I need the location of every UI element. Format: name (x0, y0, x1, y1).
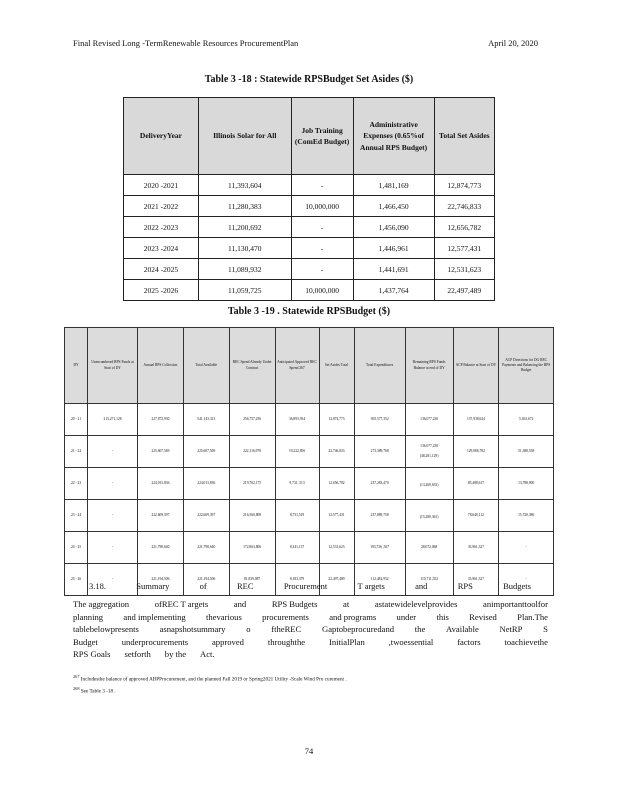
table-row (124, 196, 495, 217)
table-cell: 11,393,604 (198, 175, 291, 196)
paragraph-line (73, 623, 548, 636)
table-cell (354, 500, 405, 532)
cell-value: - (525, 544, 527, 549)
table-cell (137, 468, 183, 500)
table-cell (453, 468, 499, 500)
cell-value: 22,497,489 (328, 576, 345, 581)
col-header: Unencumbered RPS Funds at Start of DY (88, 328, 138, 404)
table-cell: 12,656,782 (434, 217, 494, 238)
cell-value: 22,746,833 (328, 448, 345, 453)
cell-value: 78,640,112 (467, 512, 484, 517)
cell-value: 12,577,431 (328, 512, 345, 517)
table-cell (405, 468, 453, 500)
cell-value: 541,143,313 (197, 416, 216, 421)
table-cell (499, 404, 554, 436)
table-cell (499, 532, 554, 564)
paragraph-word: Available (446, 624, 479, 635)
table-cell (275, 500, 319, 532)
paragraph-word: RPS Goals (73, 649, 111, 660)
dy-cell: 22 - 23 (65, 468, 88, 500)
paragraph-word: this (436, 611, 449, 622)
table-cell (183, 500, 229, 532)
cell-value: 224,013,836 (197, 480, 216, 485)
table-cell (319, 404, 354, 436)
paragraph-word: Act. (200, 649, 215, 660)
cell-value: 8,341,137 (289, 544, 305, 549)
cell-value: 9,731, 513 (289, 480, 305, 485)
dy-cell: 25 - 26 (65, 564, 88, 596)
paragraph-word: The aggregation (73, 599, 130, 609)
paragraph-word: astatewidelevelprovides (374, 599, 458, 609)
cell-value: 221,194,506 (197, 576, 216, 581)
paragraph-word: underprocurements (121, 636, 189, 647)
cell-value: 225,607,569 (151, 448, 170, 453)
heading-word: REC (237, 581, 254, 591)
table-cell (137, 500, 183, 532)
table-cell: - (291, 217, 353, 238)
table19-title: Table 3 -19 . Statewide RPSBudget ($) (227, 306, 391, 317)
paragraph-word: o (246, 624, 251, 635)
cell-value: 137,938,624 (466, 416, 485, 421)
table-cell (229, 532, 275, 564)
table-cell (229, 404, 275, 436)
paragraph-word: and implementing (123, 611, 186, 622)
table-cell: 11,059,725 (198, 280, 291, 301)
paragraph-word: Budget (73, 636, 98, 647)
table-row (124, 217, 495, 238)
table-row (65, 436, 554, 468)
table-cell: 10,000,000 (291, 196, 353, 217)
col-header: DY (65, 328, 88, 404)
table-cell (319, 436, 354, 468)
footnote (73, 674, 347, 683)
cell-value: 219,702,175 (243, 480, 262, 485)
table-cell: 22,746,833 (434, 196, 494, 217)
cell-value: 110,711,552 (420, 576, 438, 581)
paragraph-word: tablebelowpresents (73, 624, 139, 635)
table-cell (183, 468, 229, 500)
table-cell (319, 468, 354, 500)
col-header: Job Training (ComEd Budget) (291, 98, 353, 175)
paragraph-line (73, 598, 548, 611)
table-cell (319, 500, 354, 532)
col-header: DeliveryYear (124, 98, 199, 175)
dy-cell: 23 - 24 (65, 500, 88, 532)
cell-value: 256,757,256 (243, 416, 262, 421)
paragraph-word: approved (211, 636, 244, 647)
cell-value: 222,609,397 (197, 512, 216, 517)
table-cell: 1,441,691 (353, 259, 434, 280)
cell-value: 5,363,672 (518, 416, 534, 421)
negative-balance: (13,269,633) (419, 482, 439, 487)
section-number: 3.18. (89, 581, 106, 591)
table-cell (354, 404, 405, 436)
page-number: 74 (304, 746, 314, 756)
heading-word: and (415, 581, 428, 591)
table-cell (499, 500, 554, 532)
table-cell (405, 404, 453, 436)
footnote-mark: 267 (73, 674, 80, 679)
heading-word: Summary (136, 581, 170, 591)
col-header: ACP Balance at Start of DY (453, 328, 499, 404)
col-header: Total Expenditures (354, 328, 405, 404)
cell-value: 33,961,327 (467, 576, 485, 581)
table-cell (354, 468, 405, 500)
cell-value: - (525, 576, 527, 581)
cell-value: 85,488,617 (467, 480, 485, 485)
paragraph-word: setforth (124, 649, 151, 660)
paragraph-word: asnapshotsummary (159, 624, 226, 635)
col-header: Total Set Asides (434, 98, 494, 175)
cell-value: 36,893,934 (288, 416, 306, 421)
footnote-text: Includesthe balance of approved ABPProcurement, and the planned Fall 2019 or Spring2021 Utility -Scale Wind Pro curement . (80, 676, 347, 683)
col-header: Remaining RPS Funds Balance at end of DY (405, 328, 453, 404)
paragraph-word: and (233, 599, 247, 609)
table-cell (499, 468, 554, 500)
table-cell (229, 468, 275, 500)
col-header: Anticipated Approved REC Spend 267 (275, 328, 319, 404)
table-cell: 1,437,764 (353, 280, 434, 301)
paragraph-word: InitialPlan (328, 636, 365, 647)
paragraph-word: by the (164, 649, 187, 660)
paragraph-word: Revised (469, 611, 497, 622)
paragraph-word: animportanttoolfor (483, 599, 548, 609)
paragraph-word: thevarious (206, 611, 242, 622)
paragraph-word: the (414, 624, 426, 635)
table-cell: 12,531,623 (434, 259, 494, 280)
cell-value: 222,116,978 (243, 448, 262, 453)
cell-value: 273,389,768 (370, 448, 389, 453)
table-cell (405, 500, 453, 532)
table-cell (275, 468, 319, 500)
cell-value: - (111, 576, 114, 581)
table-cell: 11,280,383 (198, 196, 291, 217)
cell-value: 237,283,470 (370, 480, 389, 485)
cell-value: 221,194,506 (151, 576, 170, 581)
table-cell (275, 532, 319, 564)
table-cell: 11,089,932 (198, 259, 291, 280)
footnote-mark: 268 (73, 686, 80, 691)
paragraph-word: throughthe (267, 636, 306, 647)
table-cell: 12,577,431 (434, 238, 494, 259)
table-cell: - (291, 175, 353, 196)
table-cell (275, 404, 319, 436)
table-cell (88, 500, 138, 532)
cell-value: - (111, 512, 114, 517)
table-cell: 2021 -2022 (124, 196, 199, 217)
paragraph-line (73, 611, 548, 624)
cell-value: 227,872,930 (151, 416, 170, 421)
paragraph-word: Gaptobeprocuredand (322, 624, 395, 635)
cell-value: 8,183,379 (289, 576, 305, 581)
cell-value: 193,736 ,567 (370, 544, 390, 549)
col-header: Administrative Expenses (0.65%of Annual RPS Budget) (353, 98, 434, 175)
table-cell (453, 500, 499, 532)
cell-value: 221,798,640 (197, 544, 216, 549)
paragraph-word: ofREC T argets (154, 599, 209, 609)
cell-value: 221,798,640 (151, 544, 170, 549)
cell-value: 237,889,758 (370, 512, 389, 517)
paragraph-line (73, 648, 548, 661)
table-row (65, 468, 554, 500)
table-row (65, 500, 554, 532)
table-cell (88, 404, 138, 436)
table-header-row (65, 328, 554, 404)
table-cell: 2022 -2023 (124, 217, 199, 238)
table-cell (405, 436, 453, 468)
table-cell: 2024 -2025 (124, 259, 199, 280)
col-header: Set Asides Total (319, 328, 354, 404)
table-cell (88, 468, 138, 500)
table-cell: 1,446,961 (353, 238, 434, 259)
table-cell: 1,466,450 (353, 196, 434, 217)
heading-word: T argets (357, 581, 385, 591)
table-cell: 2025 -2026 (124, 280, 199, 301)
paragraph-word: factors (457, 636, 481, 647)
table-cell: 1,481,169 (353, 175, 434, 196)
table-cell (405, 532, 453, 564)
table-row (124, 175, 495, 196)
table-cell: 22,497,489 (434, 280, 494, 301)
table-cell: 11,130,470 (198, 238, 291, 259)
cell-value: 136,077,230 (420, 416, 439, 421)
header-date: April 20, 2020 (488, 38, 538, 48)
cell-value: 8,751,519 (289, 512, 305, 517)
section-heading (89, 581, 531, 591)
heading-word: Procurement (283, 581, 328, 591)
table-row (124, 238, 495, 259)
paragraph-word: and programs (329, 611, 377, 622)
cell-value: 112,482,952 (370, 576, 389, 581)
cell-value: 12,874,773 (328, 416, 345, 421)
table-cell: 1,456,090 (353, 217, 434, 238)
paragraph-word: procurements (262, 611, 309, 622)
table18-title: Table 3 -18 : Statewide RPSBudget Set Asides ($) (204, 74, 414, 85)
table-cell (229, 500, 275, 532)
cell-value: 28,072,068 (421, 544, 438, 549)
rps-budget-table (64, 327, 554, 596)
table-cell (88, 436, 138, 468)
footnote-text: See Table 3 -18 . (80, 688, 116, 695)
table-cell (354, 436, 405, 468)
col-header: Illinois Solar for All (198, 98, 291, 175)
table-cell (137, 404, 183, 436)
table-cell: - (291, 259, 353, 280)
heading-word: Budgets (503, 581, 531, 591)
cell-value: 13,788,900 (518, 480, 535, 485)
footnote (73, 686, 116, 695)
table-cell (453, 404, 499, 436)
cell-value: 129,086,782 (466, 448, 485, 453)
table-cell (88, 532, 138, 564)
paragraph-word: at (343, 599, 350, 609)
table-cell: 2023 -2024 (124, 238, 199, 259)
cell-value: 213,271,128 (103, 416, 122, 421)
cell-value: 172,863,806 (243, 544, 262, 549)
table-cell: 12,874,773 (434, 175, 494, 196)
table-row (65, 404, 554, 436)
table-cell (183, 436, 229, 468)
cell-value: 136,077,230 (420, 444, 439, 449)
paragraph-word: RPS Budgets (271, 599, 318, 609)
table-cell: - (291, 238, 353, 259)
cell-value: 216,560,808 (243, 512, 262, 517)
table-cell: 10,000,000 (291, 280, 353, 301)
cell-value: 224,013,836 (151, 480, 170, 485)
table-cell (183, 404, 229, 436)
paragraph-word: under (396, 611, 417, 622)
col-header: Total Available (183, 328, 229, 404)
paragraph-word: Plan.The (517, 611, 548, 622)
table-row (124, 280, 495, 301)
table-cell: 2020 -2021 (124, 175, 199, 196)
table-header-row (124, 98, 495, 175)
dy-cell: 21 - 22 (65, 436, 88, 468)
paragraph-word: planning (73, 611, 104, 622)
negative-balance: (15,280,361) (419, 514, 439, 519)
paragraph-word: S (543, 624, 548, 635)
dy-cell: 24 - 25 (65, 532, 88, 564)
cell-value: 305,577,352 (370, 416, 389, 421)
table-cell (229, 436, 275, 468)
cell-value: - (111, 448, 114, 453)
table-row (65, 532, 554, 564)
cell-value: 81,839,087 (244, 576, 261, 581)
table-cell (453, 436, 499, 468)
header-left: Final Revised Long -TermRenewable Resources ProcurementPlan (73, 38, 299, 48)
summary-paragraph (73, 598, 548, 661)
paragraph-line (73, 636, 548, 649)
cell-value: 222,609,397 (151, 512, 170, 517)
table-cell (319, 532, 354, 564)
cell-value: 19,222,856 (288, 448, 306, 453)
cell-value: 12,531,623 (328, 544, 345, 549)
paragraph-word: toachievethe (504, 636, 548, 647)
table-cell (137, 436, 183, 468)
col-header: ACP Directions for DG REC Payments and Balancing the RPS Budget (499, 328, 554, 404)
heading-word: of (199, 581, 207, 591)
dy-cell: 20 - 21 (65, 404, 88, 436)
set-asides-table (123, 97, 495, 301)
paragraph-word: ftheREC (271, 624, 302, 635)
table-cell (183, 532, 229, 564)
heading-word: RPS (457, 581, 473, 591)
cell-value: 225,607,569 (197, 448, 216, 453)
cell-value: - (111, 544, 114, 549)
paragraph-word: ,twoessential (388, 636, 434, 647)
col-header: REC Spend Already Under Contract (229, 328, 275, 404)
table-cell (137, 532, 183, 564)
table-cell (275, 436, 319, 468)
table-cell (499, 436, 554, 468)
cell-value: 33,961,327 (467, 544, 485, 549)
cell-value: 15,720,386 (518, 512, 535, 517)
cell-value: 51,388,538 (518, 448, 535, 453)
table-row (124, 259, 495, 280)
col-header: Annual RPS Collection (137, 328, 183, 404)
paragraph-word: NetRP (499, 624, 523, 635)
table-cell (453, 532, 499, 564)
negative-balance: (48,281,129) (419, 453, 439, 458)
table-cell: 11,200,692 (198, 217, 291, 238)
cell-value: - (111, 480, 114, 485)
cell-value: 12,656,782 (328, 480, 345, 485)
table-cell (354, 532, 405, 564)
